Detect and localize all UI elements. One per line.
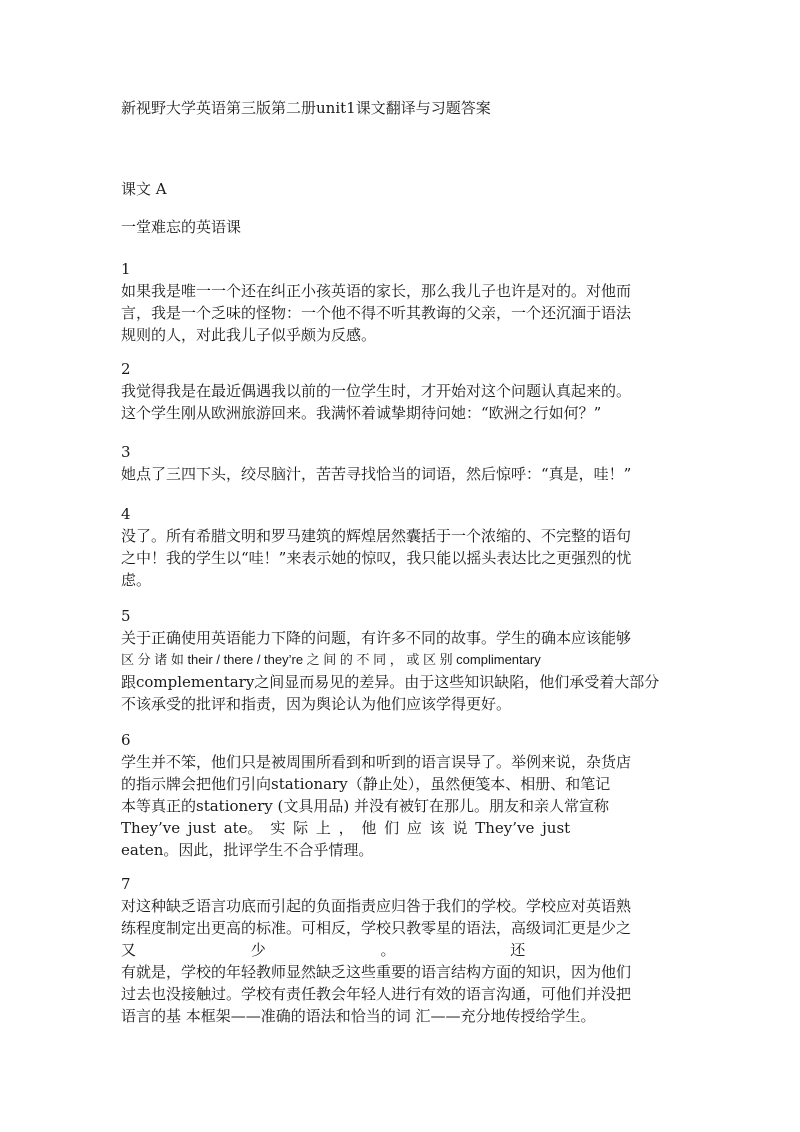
paragraph-line: 有就是，学校的年轻教师显然缺乏这些重要的语言结构方面的知识，因为他们 — [121, 963, 632, 981]
document-title: 新视野大学英语第三版第二册unit1课文翻译与习题答案 — [121, 99, 491, 117]
paragraph-number: 3 — [121, 443, 131, 461]
paragraph-line: 练程度制定出更高的标准。可相反，学校只教零星的语法，高级词汇更是少之 — [121, 919, 632, 937]
paragraph-line: 虑。 — [121, 571, 152, 589]
paragraph-number: 2 — [121, 360, 131, 378]
paragraph-line: 跟complementary之间显而易见的差异。由于这些知识缺陷，他们承受着大部分 — [121, 673, 660, 691]
paragraph-5 — [121, 605, 681, 715]
paragraph-line: 语言的基 本框架——准确的语法和恰当的词 汇——充分地传授给学生。 — [121, 1007, 596, 1025]
paragraph-line: They’ve just ate。 实 际 上 ， 他 们 应 该 说 They’ve just — [121, 819, 571, 837]
paragraph-line: 区 分 诸 如 their / there / they’re 之 间 的 不 同 ， 或 区 别 complimentary — [121, 652, 541, 667]
paragraph-number: 5 — [121, 607, 131, 625]
paragraph-line: 的指示牌会把他们引向stationary（静止处），虽然便笺本、相册、和笔记 — [121, 775, 611, 793]
paragraph-line: 言，我是一个乏味的怪物：一个他不得不听其教诲的父亲，一个还沉湎于语法 — [121, 304, 632, 322]
paragraph-4 — [121, 503, 681, 591]
paragraph-line: 本等真正的stationery (文具用品) 并没有被钉在那儿。朋友和亲人常宣称 — [121, 797, 609, 815]
paragraph-line: 之中！我的学生以“哇！”来表示她的惊叹，我只能以摇头表达比之更强烈的忧 — [121, 549, 632, 567]
paragraph-2 — [121, 358, 681, 424]
paragraph-number: 4 — [121, 505, 131, 523]
paragraph-line: 没了。所有希腊文明和罗马建筑的辉煌居然囊括于一个浓缩的、不完整的语句 — [121, 527, 632, 545]
paragraph-1 — [121, 258, 681, 346]
paragraph-line: 学生并不笨，他们只是被周围所看到和听到的语言误导了。举例来说，杂货店 — [121, 753, 632, 771]
paragraph-line: 又 少 。 还 — [121, 941, 526, 959]
paragraph-number: 6 — [121, 731, 131, 749]
section-heading: 课文 A — [121, 180, 167, 198]
paragraph-number: 1 — [121, 260, 131, 278]
paragraph-line: 这个学生刚从欧洲旅游回来。我满怀着诚挚期待问她：“欧洲之行如何？” — [121, 404, 602, 422]
paragraph-line: 她点了三四下头，绞尽脑汁，苦苦寻找恰当的词语，然后惊呼：“真是，哇！” — [121, 465, 632, 483]
paragraph-7 — [121, 873, 681, 1027]
paragraph-line: 对这种缺乏语言功底而引起的负面指责应归咎于我们的学校。学校应对英语熟 — [121, 897, 632, 915]
paragraph-line: 我觉得我是在最近偶遇我以前的一位学生时，才开始对这个问题认真起来的。 — [121, 382, 632, 400]
paragraph-line: 不该承受的批评和指责，因为舆论认为他们应该学得更好。 — [121, 695, 512, 713]
paragraph-number: 7 — [121, 875, 131, 893]
paragraph-line: 规则的人，对此我儿子似乎颇为反感。 — [121, 326, 377, 344]
paragraph-6 — [121, 729, 681, 861]
paragraph-line: 过去也没接触过。学校有责任教会年轻人进行有效的语言沟通，可他们并没把 — [121, 985, 632, 1003]
lesson-title: 一堂难忘的英语课 — [121, 218, 242, 236]
paragraph-line: 如果我是唯一一个还在纠正小孩英语的家长，那么我儿子也许是对的。对他而 — [121, 282, 632, 300]
paragraph-line: 关于正确使用英语能力下降的问题，有许多不同的故事。学生的确本应该能够 — [121, 629, 632, 647]
paragraph-3 — [121, 441, 681, 485]
paragraph-line: eaten。因此，批评学生不合乎情理。 — [121, 841, 374, 859]
